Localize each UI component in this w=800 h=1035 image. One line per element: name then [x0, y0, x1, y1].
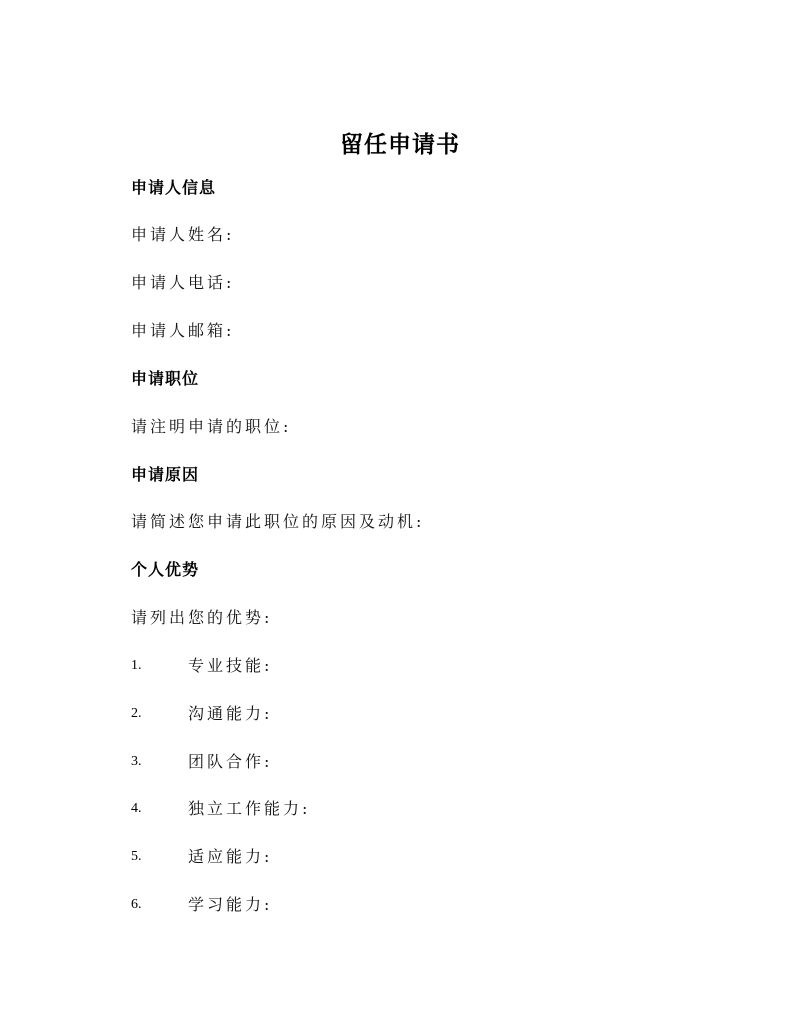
field-applicant-name: 申请人姓名:	[131, 225, 235, 244]
list-label: 沟通能力:	[188, 704, 273, 723]
list-label: 团队合作:	[188, 752, 273, 771]
list-number: 2.	[131, 706, 142, 721]
list-label: 专业技能:	[188, 656, 273, 675]
list-label: 学习能力:	[188, 895, 273, 914]
field-reason: 请简述您申请此职位的原因及动机:	[131, 512, 425, 531]
list-number: 6.	[131, 897, 142, 912]
list-number: 5.	[131, 849, 142, 864]
section-heading-applicant-info: 申请人信息	[131, 178, 217, 197]
field-position: 请注明申请的职位:	[131, 417, 292, 436]
list-number: 1.	[131, 658, 142, 673]
section-heading-strengths: 个人优势	[131, 560, 200, 579]
list-number: 3.	[131, 754, 142, 769]
section-heading-reason: 申请原因	[131, 465, 200, 484]
list-label: 适应能力:	[188, 847, 273, 866]
field-applicant-phone: 申请人电话:	[131, 273, 235, 292]
field-applicant-email: 申请人邮箱:	[131, 321, 235, 340]
list-label: 独立工作能力:	[188, 799, 311, 818]
list-number: 4.	[131, 801, 142, 816]
document-title: 留任申请书	[340, 132, 460, 158]
section-heading-position: 申请职位	[131, 369, 200, 388]
field-strengths-intro: 请列出您的优势:	[131, 608, 273, 627]
